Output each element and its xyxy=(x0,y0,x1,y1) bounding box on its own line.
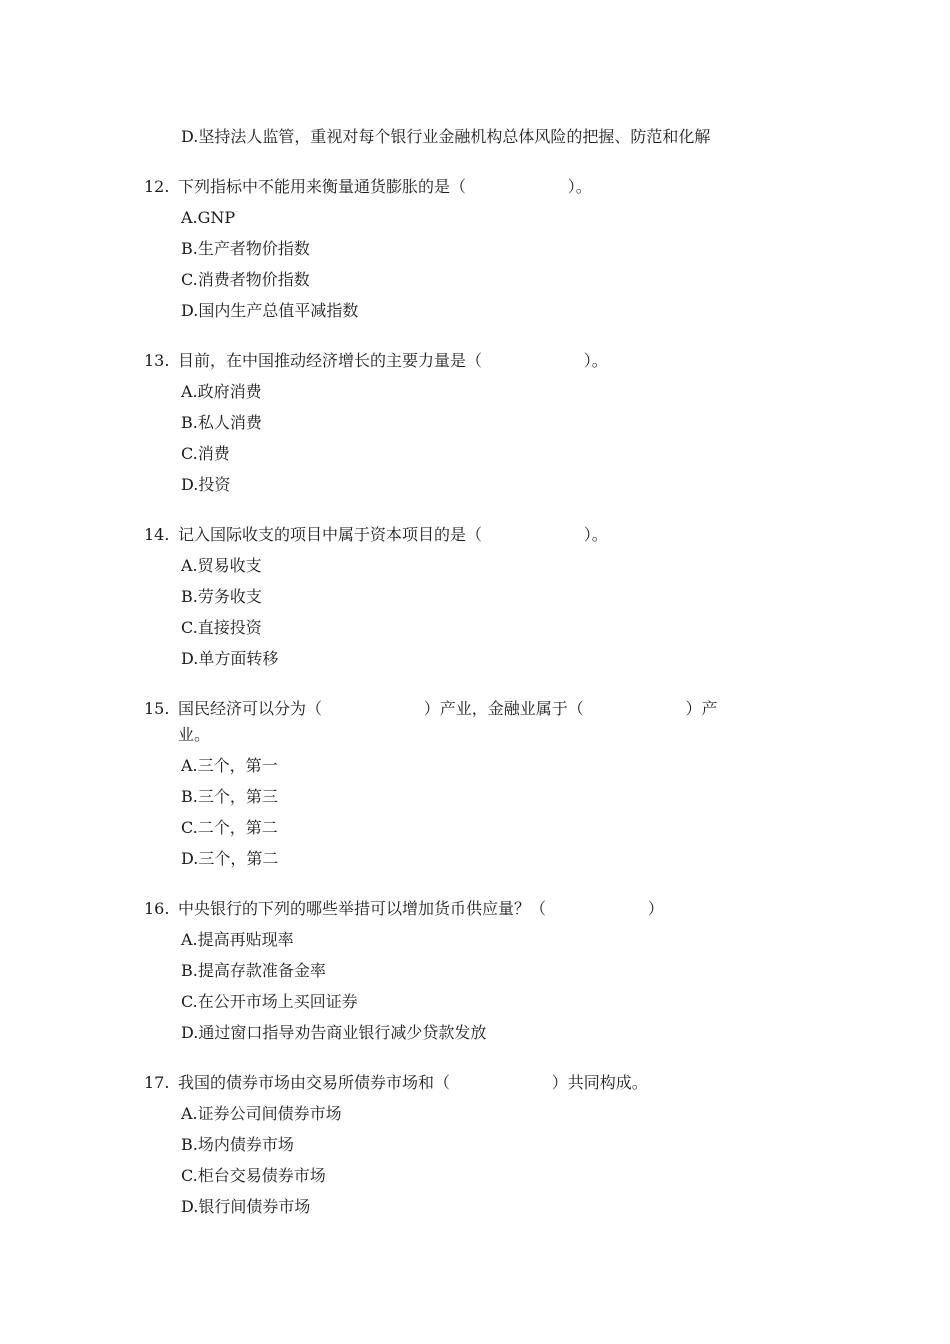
option-b: B.劳务收支 xyxy=(181,587,262,606)
question-number: 13. xyxy=(144,351,170,370)
option-a: A.政府消费 xyxy=(181,382,262,401)
option-c: C.消费者物价指数 xyxy=(181,270,310,289)
option-a: A.三个，第一 xyxy=(181,756,278,775)
question-number: 17. xyxy=(144,1073,170,1092)
option-b: B.私人消费 xyxy=(181,413,262,432)
previous-question-option-d: D.坚持法人监管，重视对每个银行业金融机构总体风险的把握、防范和化解 xyxy=(181,127,711,146)
option-c: C.消费 xyxy=(181,444,230,463)
option-b: B.生产者物价指数 xyxy=(181,239,310,258)
option-c: C.直接投资 xyxy=(181,618,262,637)
option-a: A.提高再贴现率 xyxy=(181,930,294,949)
question-number: 15. xyxy=(144,699,170,718)
question-text: 中央银行的下列的哪些举措可以增加货币供应量？（ ） xyxy=(178,899,664,918)
option-c: C.在公开市场上买回证券 xyxy=(181,992,358,1011)
option-a: A.GNP xyxy=(181,208,236,227)
option-b: B.提高存款准备金率 xyxy=(181,961,326,980)
question-number: 12. xyxy=(144,177,170,196)
question-text: 记入国际收支的项目中属于资本项目的是（ ）。 xyxy=(178,525,608,544)
question-number: 14. xyxy=(144,525,170,544)
question-text: 目前，在中国推动经济增长的主要力量是（ ）。 xyxy=(178,351,608,370)
option-b: B.场内债券市场 xyxy=(181,1135,294,1154)
option-d: D.通过窗口指导劝告商业银行减少贷款发放 xyxy=(181,1023,487,1042)
option-d: D.三个，第二 xyxy=(181,849,279,868)
option-d: D.单方面转移 xyxy=(181,649,279,668)
option-d: D.国内生产总值平减指数 xyxy=(181,301,359,320)
option-a: A.贸易收支 xyxy=(181,556,262,575)
question-text: 我国的债券市场由交易所债券市场和（ ）共同构成。 xyxy=(178,1073,648,1092)
question-text-continuation: 业。 xyxy=(178,725,211,744)
option-c: C.柜台交易债券市场 xyxy=(181,1166,326,1185)
question-text: 下列指标中不能用来衡量通货膨胀的是（ ）。 xyxy=(178,177,592,196)
option-d: D.银行间债券市场 xyxy=(181,1197,311,1216)
question-number: 16. xyxy=(144,899,170,918)
option-c: C.二个，第二 xyxy=(181,818,278,837)
option-a: A.证券公司间债券市场 xyxy=(181,1104,342,1123)
option-b: B.三个，第三 xyxy=(181,787,278,806)
question-text: 国民经济可以分为（ ）产业，金融业属于（ ）产 xyxy=(178,699,718,718)
option-d: D.投资 xyxy=(181,475,231,494)
